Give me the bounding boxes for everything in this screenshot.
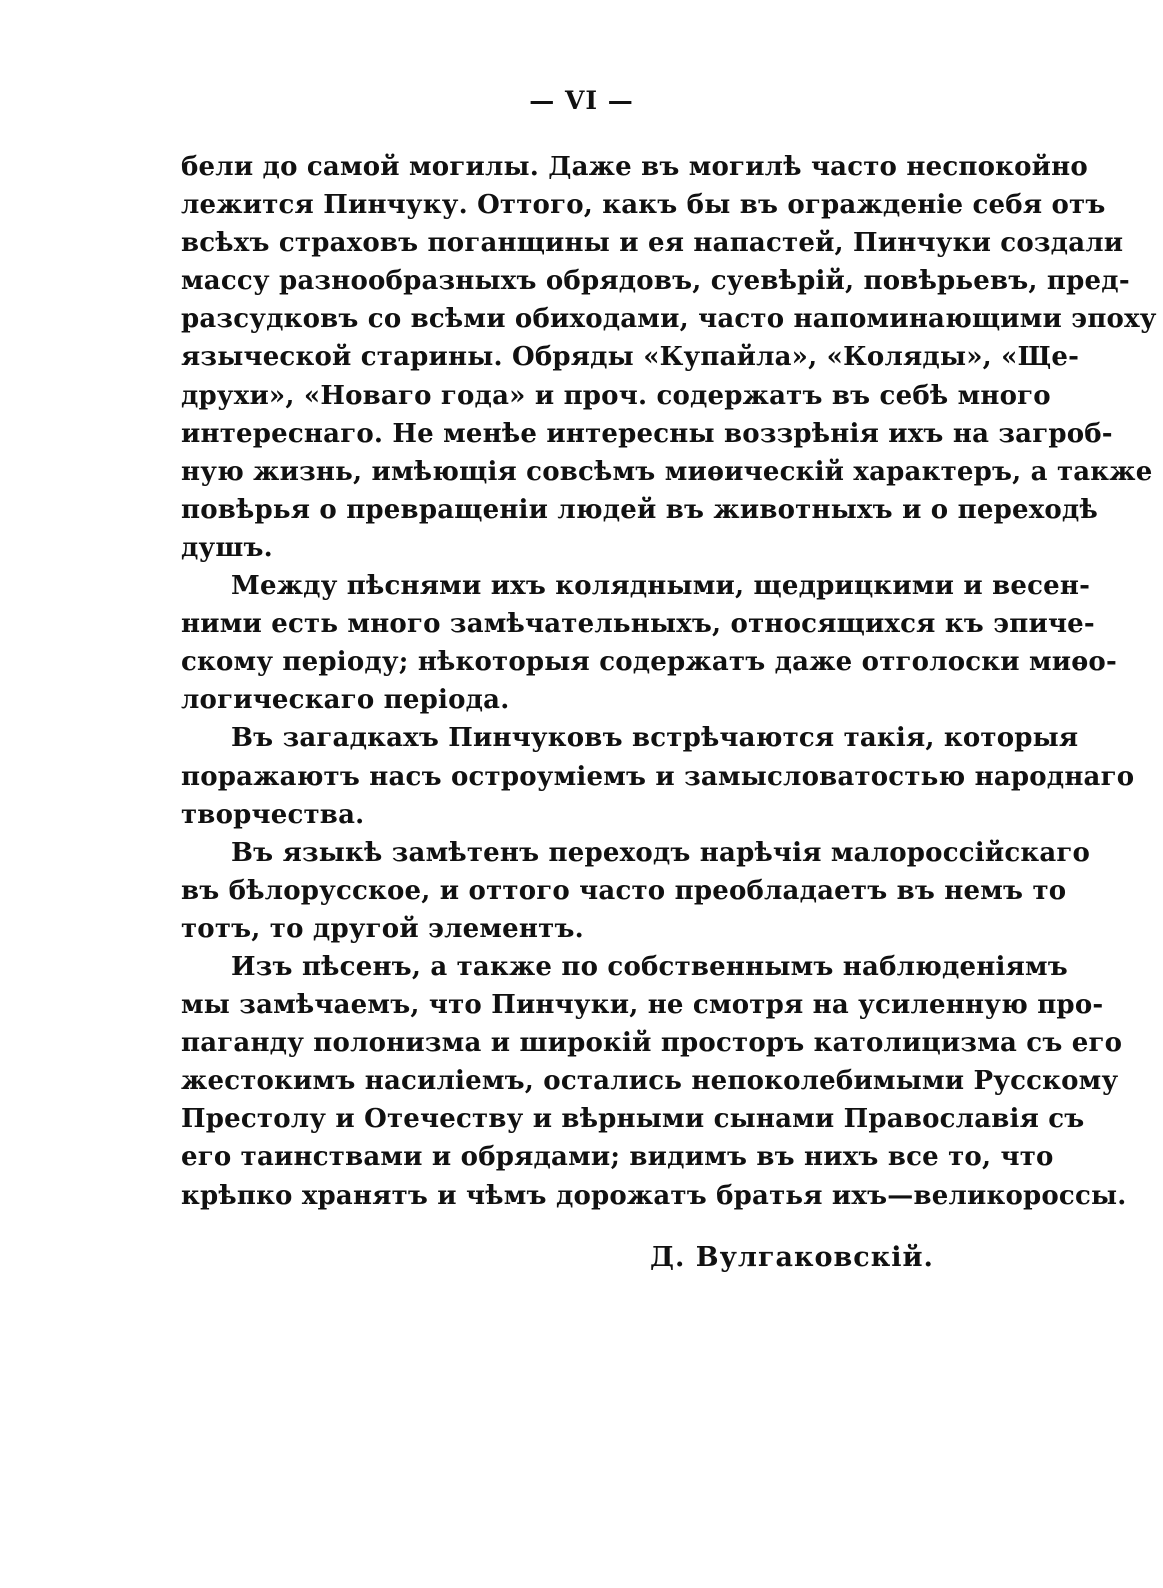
text-line: Между пѣснями ихъ колядными, щедрицкими и весен- [231,571,1091,602]
paragraph [181,834,1091,948]
text-line: друхи», «Новаго года» и проч. содержатъ въ себѣ много [181,380,1051,411]
text-line: душъ. [181,532,273,563]
text-line: ную жизнь, имѣющія совсѣмъ миѳическій характеръ, а также [181,456,1153,487]
text-line: мы замѣчаемъ, что Пинчуки, не смотря на усиленную про- [181,990,1104,1021]
text-line: интереснаго. Не менѣе интересны воззрѣнія ихъ на загроб- [181,418,1113,449]
text-line: Въ загадкахъ Пинчуковъ встрѣчаются такія, которыя [231,723,1079,754]
paragraph [181,148,1157,567]
text-line: разсудковъ со всѣми обиходами, часто напоминающими эпоху [181,304,1157,335]
text-line: Изъ пѣсенъ, а также по собственнымъ наблюденіямъ [231,951,1068,982]
paragraph [181,948,1127,1215]
paragraph [181,567,1117,719]
text-line: лежится Пинчуку. Оттого, какъ бы въ огражденіе себя отъ [181,190,1106,221]
text-line: его таинствами и обрядами; видимъ въ нихъ все то, что [181,1142,1054,1173]
text-line: въ бѣлорусское, и оттого часто преобладаетъ въ немъ то [181,875,1067,906]
text-line: ними есть много замѣчательныхъ, относящихся къ эпиче- [181,609,1095,640]
text-line: поражаютъ насъ остроуміемъ и замысловатостью народнаго [181,761,1135,792]
page-number: — VI — [529,86,634,115]
body-text [181,148,1157,1215]
text-line: логическаго періода. [181,685,510,716]
text-line: паганду полонизма и широкій просторъ католицизма съ его [181,1028,1123,1059]
text-line: бели до самой могилы. Даже въ могилѣ часто неспокойно [181,152,1088,182]
text-line: крѣпко хранятъ и чѣмъ дорожатъ братья ихъ—великороссы. [181,1180,1127,1211]
paragraph [181,719,1135,833]
author-signature: Д. Вулгаковскій. [650,1242,934,1273]
text-line: тотъ, то другой элементъ. [181,913,584,944]
text-line: массу разнообразныхъ обрядовъ, суевѣрій, повѣрьевъ, пред- [181,266,1130,297]
text-line: жестокимъ насиліемъ, остались непоколебимыми Русскому [181,1066,1119,1097]
text-line: повѣрья о превращеніи людей въ животныхъ и о переходѣ [181,494,1098,525]
text-line: всѣхъ страховъ поганщины и ея напастей, Пинчуки создали [181,228,1124,259]
text-line: творчества. [181,799,365,830]
text-line: Въ языкѣ замѣтенъ переходъ нарѣчія малороссійскаго [231,837,1091,868]
text-line: Престолу и Отечеству и вѣрными сынами Православія съ [181,1104,1085,1135]
text-line: скому періоду; нѣкоторыя содержатъ даже отголоски миѳо- [181,647,1117,678]
text-line: языческой старины. Обряды «Купайла», «Коляды», «Ще- [181,342,1080,373]
